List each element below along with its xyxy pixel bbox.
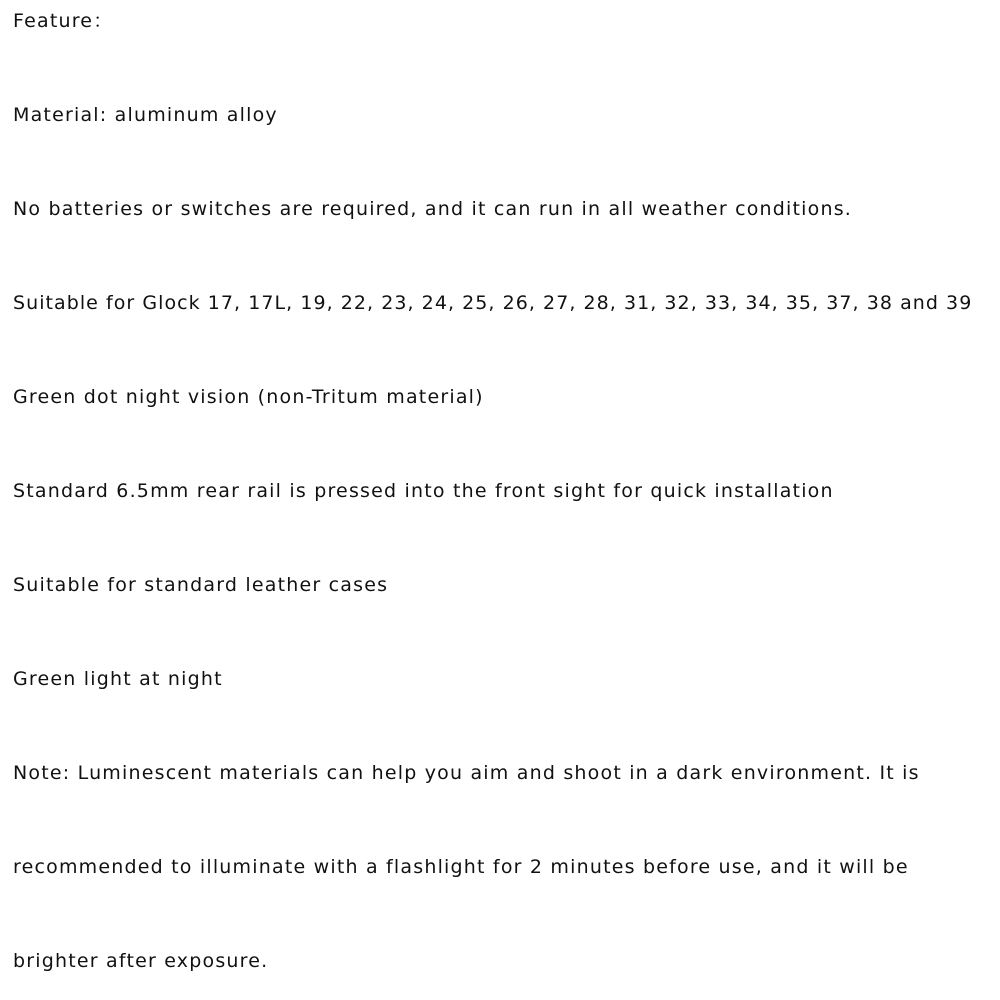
feature-line-night-vision: Green dot night vision (non-Tritum material)	[13, 386, 484, 408]
feature-line-leather-cases: Suitable for standard leather cases	[13, 574, 389, 596]
feature-line-material: Material: aluminum alloy	[13, 104, 278, 126]
feature-note-line-2: recommended to illuminate with a flashlight for 2 minutes before use, and it will be	[13, 856, 909, 878]
feature-line-installation: Standard 6.5mm rear rail is pressed into the front sight for quick installation	[13, 480, 834, 502]
feature-note-line-1: Note: Luminescent materials can help you aim and shoot in a dark environment. It is	[13, 762, 920, 784]
feature-line-green-light: Green light at night	[13, 668, 223, 690]
feature-note-line-3: brighter after exposure.	[13, 950, 269, 972]
feature-line-compatibility: Suitable for Glock 17, 17L, 19, 22, 23, 24, 25, 26, 27, 28, 31, 32, 33, 34, 35, 37, 38 and 39	[13, 292, 973, 314]
feature-heading: Feature：	[13, 10, 114, 32]
feature-line-batteries: No batteries or switches are required, and it can run in all weather conditions.	[13, 198, 853, 220]
